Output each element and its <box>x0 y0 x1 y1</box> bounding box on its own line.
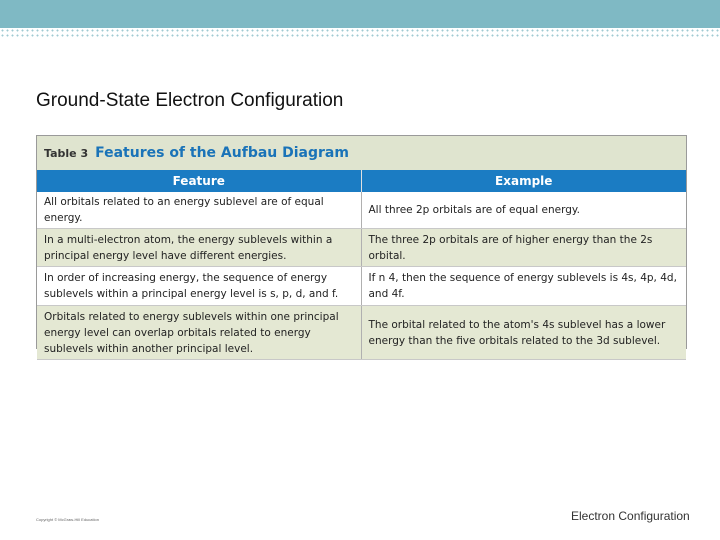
table-row <box>37 229 686 267</box>
table-label: Table 3 <box>44 146 89 160</box>
column-header-feature: Feature <box>37 170 361 192</box>
slide-title: Ground-State Electron Configuration <box>36 90 344 111</box>
table-title: Features of the Aufbau Diagram <box>95 145 349 161</box>
example-cell: All three 2p orbitals are of equal energy. <box>361 192 686 229</box>
table-row <box>37 192 686 229</box>
dotted-pattern-band <box>0 28 720 38</box>
example-cell: The orbital related to the atom's 4s sublevel has a lower energy than the five orbitals related to the 3d sublevel. <box>361 306 686 360</box>
aufbau-features-table <box>36 135 687 355</box>
example-cell: If n 4, then the sequence of energy sublevels is 4s, 4p, 4d, and 4f. <box>361 267 686 306</box>
table-caption <box>37 136 686 170</box>
table-header-row <box>37 170 686 192</box>
feature-cell: All orbitals related to an energy sublevel are of equal energy. <box>37 192 361 229</box>
top-decorative-band <box>0 0 720 28</box>
feature-cell: Orbitals related to energy sublevels within one principal energy level can overlap orbitals related to energy sublevels within another principal level. <box>37 306 361 360</box>
table-row <box>37 306 686 360</box>
column-header-example: Example <box>361 170 686 192</box>
example-cell: The three 2p orbitals are of higher energy than the 2s orbital. <box>361 229 686 267</box>
footer-copyright: Copyright © McGraw-Hill Education <box>36 517 99 522</box>
features-table-grid <box>37 170 686 360</box>
feature-cell: In order of increasing energy, the sequence of energy sublevels within a principal energy level is s, p, d, and f. <box>37 267 361 306</box>
feature-cell: In a multi-electron atom, the energy sublevels within a principal energy level have different energies. <box>37 229 361 267</box>
table-row <box>37 267 686 306</box>
footer-section-title: Electron Configuration <box>571 509 690 523</box>
